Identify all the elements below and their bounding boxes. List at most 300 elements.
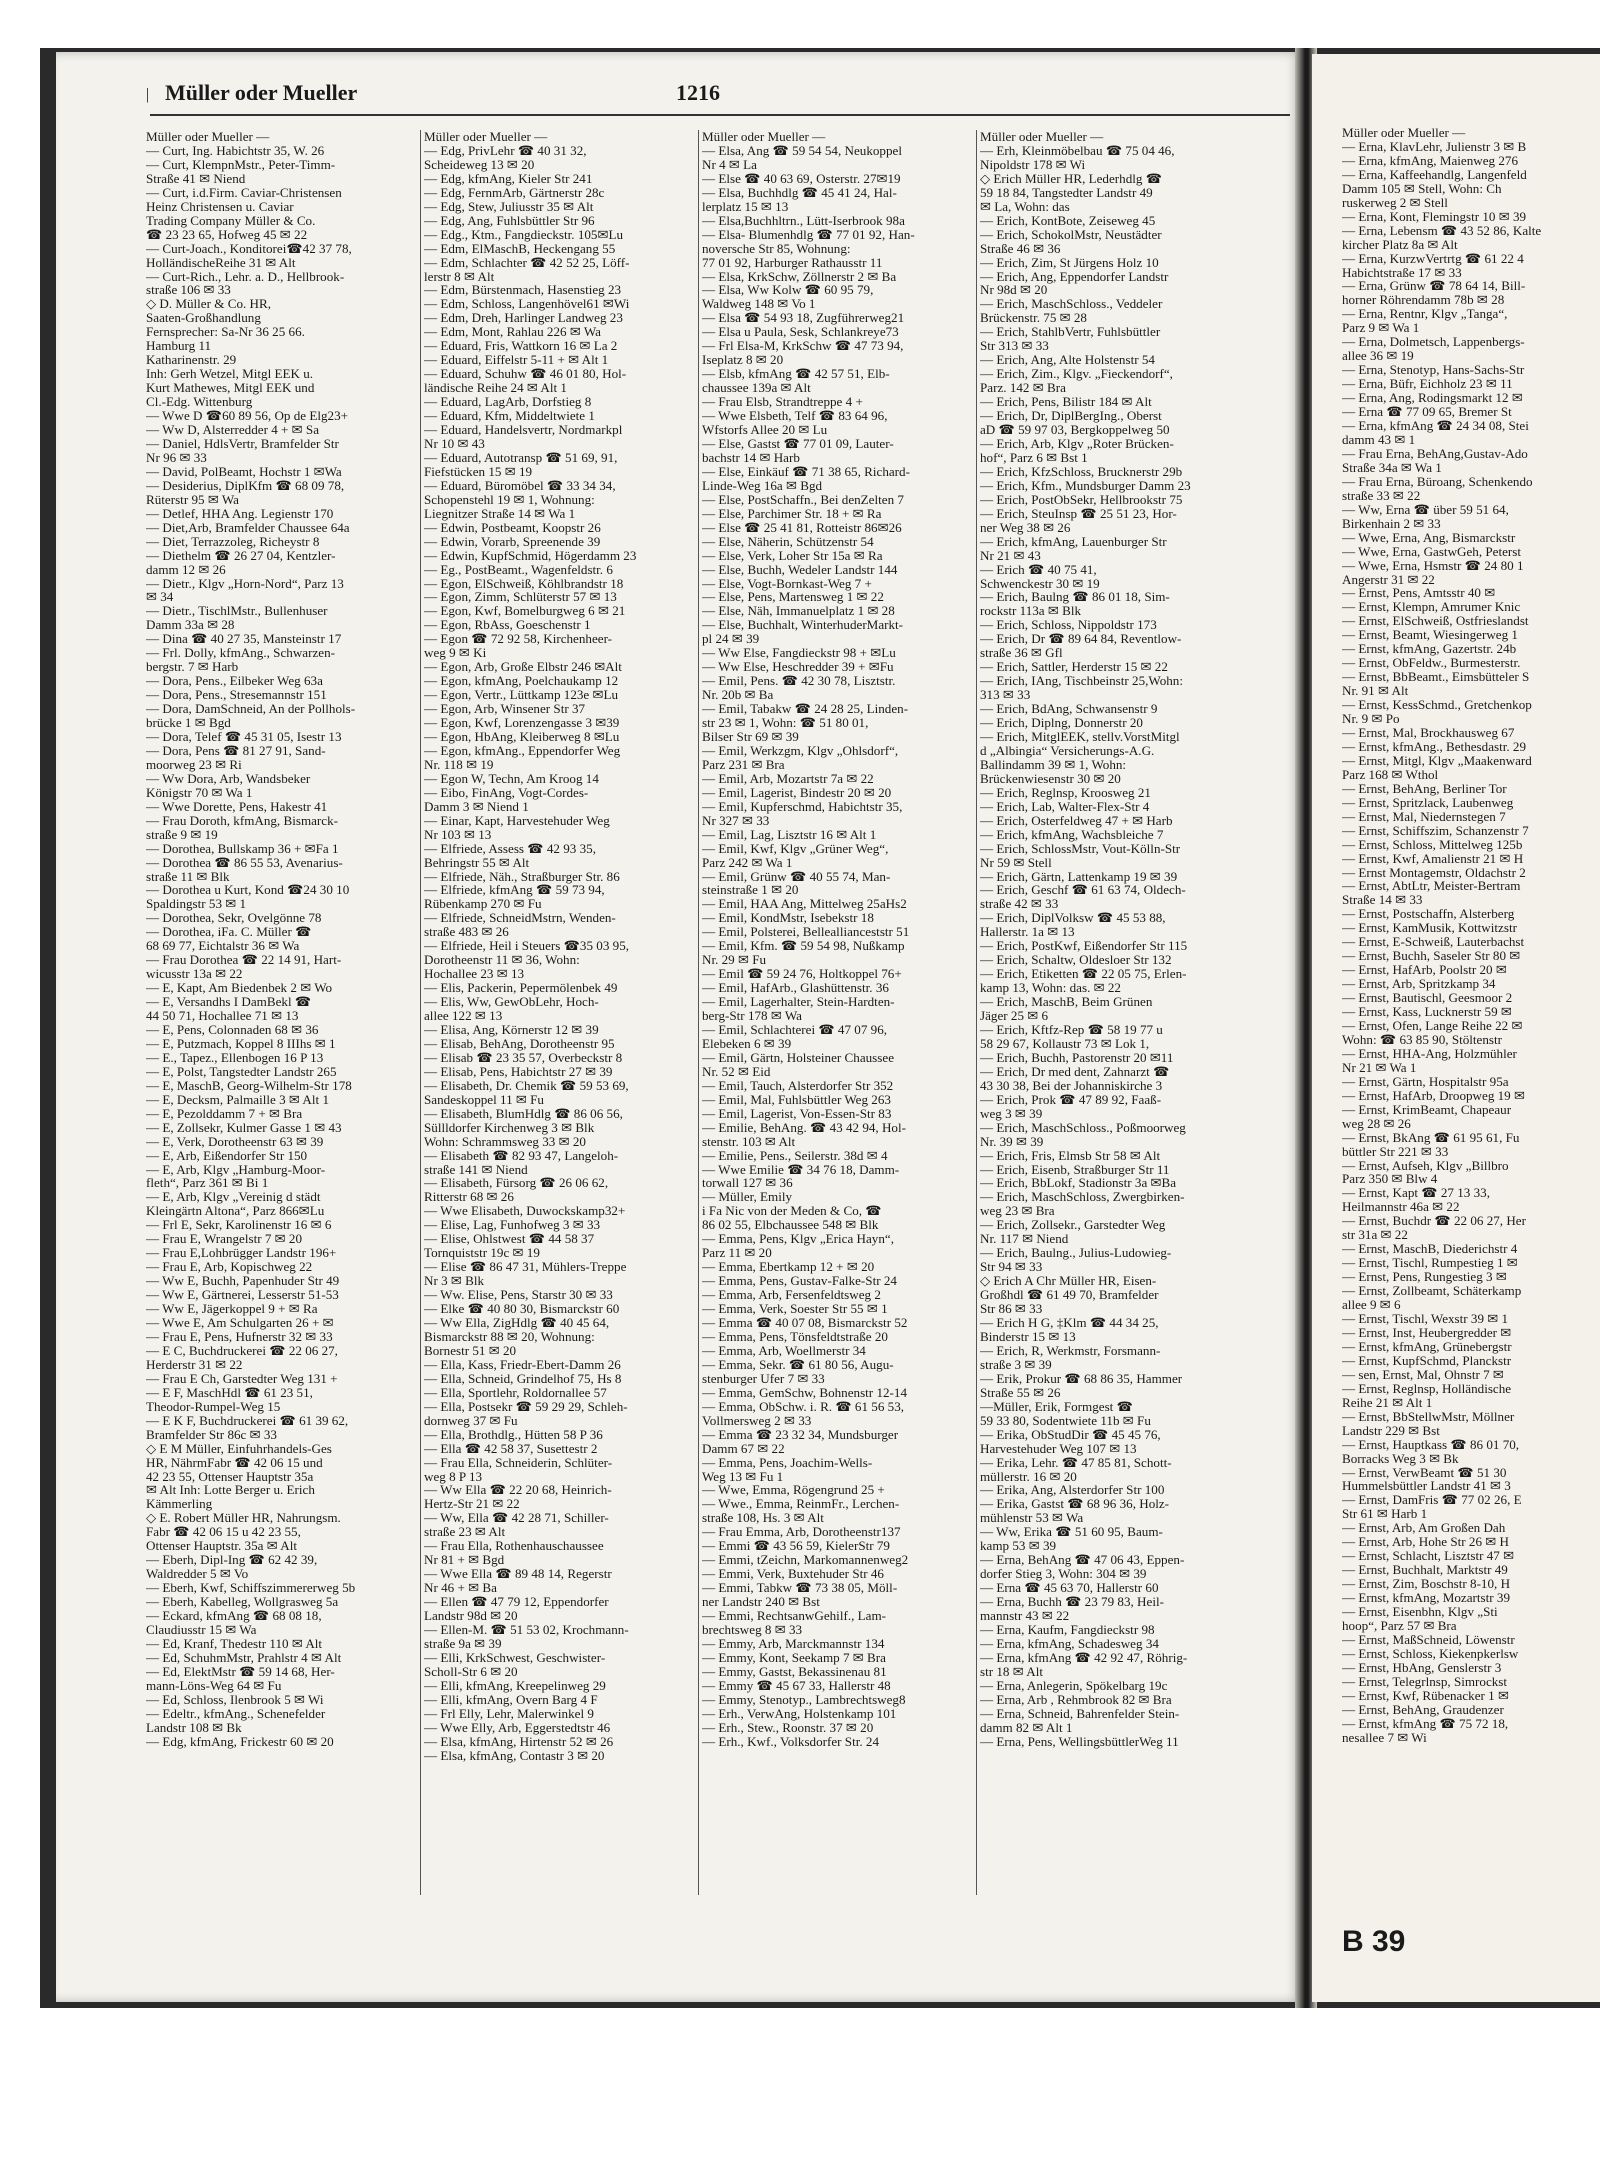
directory-entry-line: Angerstr 31 ✉ 22 (1342, 571, 1435, 587)
header-rule (150, 114, 1290, 116)
directory-entry-line: — Erich, Kftfz-Rep ☎ 58 19 77 u (980, 1022, 1163, 1037)
directory-entry-line: — Ww, Erika ☎ 51 60 95, Baum- (980, 1524, 1163, 1540)
directory-entry-line: — Edg, FernmArb, Gärtnerstr 28c (424, 184, 605, 200)
directory-entry-line: — Curt, KlempnMstr., Peter-Timm- (146, 156, 336, 172)
directory-entry-line: — Elisabeth, Fürsorg ☎ 26 06 62, (424, 1175, 609, 1191)
directory-entry-line: — Erich, Fris, Elmsb Str 58 ✉ Alt (980, 1147, 1161, 1163)
directory-entry-line: weg 3 ✉ 39 (980, 1105, 1043, 1121)
directory-entry-line: straße 483 ✉ 26 (424, 924, 509, 940)
directory-entry-line: — Emmi, tZeichn, Markomannenweg2 (702, 1552, 909, 1568)
directory-entry-line: — Erich, BbLokf, Stadionstr 3a ✉Ba (980, 1175, 1177, 1191)
directory-entry-line: — Ernst, Pens, Amtsstr 40 ✉ (1342, 585, 1496, 601)
directory-entry-line: — Frau Dorothea ☎ 22 14 91, Hart- (146, 952, 342, 968)
directory-entry-line: — Emmi, Tabkw ☎ 73 38 05, Möll- (702, 1580, 898, 1596)
directory-entry-line: ◇ Erich Müller HR, Lederhdlg ☎ (980, 170, 1163, 186)
directory-entry-line: — Emil, Kupferschmd, Habichtstr 35, (702, 798, 903, 814)
directory-entry-line: Behringstr 55 ✉ Alt (424, 854, 530, 870)
directory-entry-line: — Ed, Schloss, Ilenbrook 5 ✉ Wi (146, 1691, 324, 1707)
directory-entry-line: — Ernst, Schiffszim, Schanzenstr 7 (1342, 822, 1529, 838)
directory-entry-line: 44 50 71, Hochallee 71 ✉ 13 (146, 1008, 299, 1024)
directory-entry-line: — Erika, Ang, Alsterdorfer Str 100 (980, 1482, 1165, 1498)
directory-entry-line: — Eckard, kfmAng ☎ 68 08 18, (146, 1608, 322, 1624)
directory-entry-line: — Ed, ElektMstr ☎ 59 14 68, Her- (146, 1663, 335, 1679)
directory-entry-line: — Ernst, ElSchweiß, Ostfrieslandst (1342, 613, 1529, 629)
directory-entry-line: — Emil, Arb, Mozartstr 7a ✉ 22 (702, 770, 874, 786)
directory-entry-line: — Wwe Elsbeth, Telf ☎ 83 64 96, (702, 408, 888, 424)
directory-entry-line: Hummelsbüttler Landstr 41 ✉ 3 (1342, 1478, 1511, 1494)
directory-entry-line: wicusstr 13a ✉ 22 (146, 966, 243, 982)
directory-entry-line: Scholl-Str 6 ✉ 20 (424, 1663, 518, 1679)
directory-entry-line: — Emil, HAA Ang, Mittelweg 25aHs2 (702, 896, 907, 912)
directory-entry-line: — Ernst, DamFris ☎ 77 02 26, E (1342, 1492, 1522, 1508)
directory-entry-line: — Ernst, Beamt, Wiesingerweg 1 (1342, 627, 1518, 643)
directory-entry-line: — Ernst, BehAng, Graudenzer (1342, 1701, 1504, 1717)
directory-entry-line: — E, Arb, Klgv „Vereinig d städt (146, 1189, 321, 1205)
directory-entry-line: HolländischeReihe 31 ✉ Alt (146, 254, 296, 270)
directory-entry-line: — Wwe Elly, Arb, Eggerstedtstr 46 (424, 1719, 611, 1735)
directory-entry-line: Inh: Gerh Wetzel, Mitgl EEK u. (146, 366, 314, 382)
directory-entry-line: Fernsprecher: Sa-Nr 36 25 66. (146, 324, 305, 340)
directory-entry-line: — Erich, Etiketten ☎ 22 05 75, Erlen- (980, 966, 1187, 982)
directory-entry-line: weg 9 ✉ Ki (424, 645, 487, 661)
directory-entry-line: — Dorothea u Kurt, Kond ☎24 30 10 (146, 882, 350, 898)
directory-entry-line: — Erna, kfmAng ☎ 42 92 47, Röhrig- (980, 1649, 1188, 1665)
directory-entry-line: Schwenckestr 30 ✉ 19 (980, 575, 1100, 591)
directory-entry-line: — E, Pens, Colonnaden 68 ✉ 36 (146, 1022, 319, 1037)
directory-entry-line: dornweg 37 ✉ Fu (424, 1412, 518, 1428)
directory-entry-line: 59 18 84, Tangstedter Landstr 49 (980, 184, 1153, 200)
directory-entry-line: — Elise, Lag, Funhofweg 3 ✉ 33 (424, 1217, 601, 1233)
directory-entry-line: Heinz Christensen u. Caviar (146, 198, 294, 214)
directory-entry-line: — Ww Else, Heschredder 39 + ✉Fu (702, 659, 894, 675)
directory-entry-line: — Ernst, Zim, Boschstr 8-10, H (1342, 1576, 1511, 1592)
directory-entry-line: — Ernst, KessSchmd., Gretchenkop (1342, 697, 1532, 713)
directory-entry-line: müllerstr. 16 ✉ 20 (980, 1468, 1077, 1484)
directory-entry-line: — Frau Erna, Büroang, Schenkendo (1342, 473, 1533, 489)
directory-entry-line: kircher Platz 8a ✉ Alt (1342, 236, 1458, 252)
directory-entry-line: — Else, Einkäuf ☎ 71 38 65, Richard- (702, 463, 910, 479)
directory-entry-line: Scheideweg 13 ✉ 20 (424, 156, 535, 172)
directory-entry-line: — Erich, Arb, Klgv „Roter Brücken- (980, 435, 1174, 451)
directory-entry-line: — Erich, SteuInsp ☎ 25 51 23, Hor- (980, 505, 1177, 521)
directory-entry-line: — Ernst, Zollbeamt, Schäterkamp (1342, 1283, 1522, 1299)
running-header-name: Müller oder Mueller (165, 80, 358, 105)
directory-entry-line: — Frau Ella, Schneiderin, Schlüter- (424, 1454, 613, 1470)
directory-entry-line: — Ernst, Reglnsp, Holländische (1342, 1380, 1512, 1396)
directory-entry-line: — Ernst, Schloss, Mittelweg 125b (1342, 836, 1523, 852)
directory-entry-line: — Ernst, Inst, Heubergredder ✉ (1342, 1324, 1512, 1340)
directory-entry-line: — Ernst, BbStellwMstr, Möllner (1342, 1408, 1515, 1424)
directory-entry-line: — Ernst, BkAng ☎ 61 95 61, Fu (1342, 1129, 1520, 1145)
directory-entry-line: Nr 327 ✉ 33 (702, 812, 770, 828)
directory-entry-line: — Erich, Baulng ☎ 86 01 18, Sim- (980, 589, 1170, 605)
directory-entry-line: — Elise ☎ 86 47 31, Mühlers-Treppe (424, 1259, 627, 1275)
directory-entry-line: Ballindamm 39 ✉ 1, Wohn: (980, 756, 1127, 772)
directory-entry-line: — Frl Elly, Lehr, Malerwinkel 9 (424, 1705, 594, 1721)
directory-entry-line: Fiefstücken 15 ✉ 19 (424, 463, 533, 479)
directory-entry-line: — Elsa u Paula, Sesk, Schlankreye73 (702, 324, 899, 340)
directory-entry-line: — David, PolBeamt, Hochstr 1 ✉Wa (146, 463, 342, 479)
directory-entry-line: — Dora, Pens., Stresemannstr 151 (146, 687, 327, 703)
directory-entry-line: — Erich, Zollsekr., Garstedter Weg (980, 1217, 1166, 1233)
directory-entry-line: Nr 96 ✉ 33 (146, 449, 207, 465)
directory-entry-line: — Edg, kfmAng, Kieler Str 241 (424, 170, 593, 186)
directory-entry-line: hof“, Parz 6 ✉ Bst 1 (980, 449, 1088, 465)
directory-entry-line: stenburger Ufer 7 ✉ 33 (702, 1370, 825, 1386)
directory-entry-line: — Ernst, HbAng, Genslerstr 3 (1342, 1659, 1502, 1675)
directory-entry-line: — Ernst, BehAng, Berliner Tor (1342, 780, 1507, 796)
directory-entry-line: — Erna, Kaffeehandlg, Langenfeld (1342, 166, 1527, 182)
column-divider (976, 130, 977, 1895)
directory-entry-line: — Erh., Kwf., Volksdorfer Str. 24 (702, 1733, 880, 1749)
directory-entry-line: — Erich, Gärtn, Lattenkamp 19 ✉ 39 (980, 868, 1178, 884)
directory-entry-line: lerplatz 15 ✉ 13 (702, 198, 789, 214)
directory-entry-line: — Emil, KondMstr, Isebekstr 18 (702, 910, 874, 926)
directory-entry-line: Nr 81 + ✉ Bgd (424, 1552, 505, 1568)
directory-entry-line: — Ernst, Tischl, Wexstr 39 ✉ 1 (1342, 1311, 1509, 1327)
directory-entry-line: Trading Company Müller & Co. (146, 212, 316, 228)
directory-entry-line: Straße 14 ✉ 33 (1342, 892, 1423, 908)
directory-entry-line: — Elsa, KrkSchw, Zöllnerstr 2 ✉ Ba (702, 268, 897, 284)
directory-entry-line: — Dina ☎ 40 27 35, Mansteinstr 17 (146, 631, 342, 647)
directory-entry-line: — Edm, Dreh, Harlinger Landweg 23 (424, 310, 623, 326)
directory-entry-line: — Detlef, HHA Ang. Legienstr 170 (146, 505, 334, 521)
directory-entry-line: moorweg 23 ✉ Ri (146, 756, 242, 772)
directory-entry-line: allee 9 ✉ 6 (1342, 1297, 1401, 1313)
directory-entry-line: — Erna, Schneid, Bahrenfelder Stein- (980, 1705, 1180, 1721)
directory-entry-line: — Dietr., TischlMstr., Bullenhuser (146, 603, 328, 619)
directory-entry-line: — Eduard, Eiffelstr 5-11 + ✉ Alt 1 (424, 352, 609, 368)
directory-entry-line: — Egon, kfmAng, Poelchaukamp 12 (424, 673, 619, 689)
directory-entry-line: — Else, Näherin, Schützenstr 54 (702, 533, 874, 549)
directory-entry-line: Nr. 117 ✉ Niend (980, 1231, 1069, 1247)
directory-entry-line: — E, Polst, Tangstedter Landstr 265 (146, 1063, 337, 1079)
directory-entry-line: — Erich, PostKwf, Eißendorfer Str 115 (980, 938, 1188, 954)
directory-entry-line: — Dora, Pens ☎ 81 27 91, Sand- (146, 742, 326, 758)
directory-entry-line: — Frau E, Pens, Hufnerstr 32 ✉ 33 (146, 1328, 333, 1344)
directory-entry-line: — Egon, kfmAng., Eppendorfer Weg (424, 742, 621, 758)
directory-entry-line: — Edm, Schlachter ☎ 42 52 25, Löff- (424, 254, 630, 270)
directory-entry-line: Sandeskoppel 11 ✉ Fu (424, 1091, 544, 1107)
directory-entry-line: — Edwin, Vorarb, Spreenende 39 (424, 533, 601, 549)
directory-entry-line: ◇ D. Müller & Co. HR, (146, 296, 272, 312)
directory-entry-line: Damm 3 ✉ Niend 1 (424, 798, 529, 814)
directory-entry-line: Linde-Weg 16a ✉ Bgd (702, 477, 823, 493)
directory-entry-line: — Emma, Arb, Fersenfeldtsweg 2 (702, 1287, 881, 1303)
directory-entry-line: — E, Arb, Klgv „Hamburg-Moor- (146, 1161, 326, 1177)
directory-entry-line: Parz. 142 ✉ Bra (980, 380, 1066, 396)
directory-entry-line: Großhdl ☎ 61 49 70, Bramfelder (980, 1287, 1159, 1303)
directory-entry-line: 59 33 80, Sodentwiete 11b ✉ Fu (980, 1412, 1151, 1428)
directory-entry-line: — Ww E, Gärtnerei, Lesserstr 51-53 (146, 1287, 339, 1303)
directory-entry-line: Tornquiststr 19c ✉ 19 (424, 1245, 540, 1261)
directory-entry-line: Kämmerling (146, 1496, 213, 1512)
directory-entry-line: rockstr 113a ✉ Blk (980, 603, 1082, 619)
directory-entry-line: — Wwe, Emma, Rögengrund 25 + (702, 1482, 885, 1498)
directory-entry-line: — Eibo, FinAng, Vogt-Cordes- (424, 784, 589, 800)
directory-entry-line: Hamburg 11 (146, 338, 212, 354)
directory-entry-line: — Egon, Arb, Winsener Str 37 (424, 701, 586, 717)
directory-entry-line: —Müller, Erik, Formgest ☎ (980, 1398, 1133, 1414)
directory-entry-line: — E K F, Buchdruckerei ☎ 61 39 62, (146, 1412, 349, 1428)
directory-entry-line: — Erna ☎ 77 09 65, Bremer St (1342, 404, 1512, 420)
directory-entry-line: — Dorothea ☎ 86 55 53, Avenarius- (146, 854, 343, 870)
directory-entry-line: horner Röhrendamm 78b ✉ 28 (1342, 292, 1505, 308)
directory-entry-line: — E, Putzmach, Koppel 8 IIIhs ✉ 1 (146, 1035, 336, 1051)
directory-entry-line: — Wwe., Emma, ReinmFr., Lerchen- (702, 1496, 900, 1512)
directory-entry-line: — Ernst, Kwf, Amalienstr 21 ✉ H (1342, 850, 1524, 866)
directory-entry-line: Nr 103 ✉ 13 (424, 826, 492, 842)
directory-entry-line: allee 36 ✉ 19 (1342, 348, 1414, 364)
directory-entry-line: — E, Pezolddamm 7 + ✉ Bra (146, 1105, 303, 1121)
directory-entry-line: — E, Decksm, Palmaille 3 ✉ Alt 1 (146, 1091, 329, 1107)
directory-entry-line: Parz 168 ✉ Wthol (1342, 766, 1439, 782)
directory-entry-line: damm 43 ✉ 1 (1342, 431, 1416, 447)
directory-entry-line: — Erich, IAng, Tischbeinstr 25,Wohn: (980, 673, 1183, 689)
directory-entry-line: — Eduard, Fris, Wattkorn 16 ✉ La 2 (424, 338, 618, 354)
directory-entry-line: — Elisa, Ang, Körnerstr 12 ✉ 39 (424, 1022, 599, 1037)
directory-entry-line: straße 23 ✉ Alt (424, 1524, 506, 1540)
directory-entry-line: kamp 13, Wohn: das. ✉ 22 (980, 980, 1121, 996)
directory-entry-line: — Erich, StahlbVertr, Fuhlsbüttler (980, 324, 1161, 340)
directory-entry-line: — Edwin, Postbeamt, Koopstr 26 (424, 519, 601, 535)
directory-entry-line: — Emilie, BehAng. ☎ 43 42 94, Hol- (702, 1119, 906, 1135)
directory-entry-line: Ottenser Hauptstr. 35a ✉ Alt (146, 1538, 297, 1554)
directory-entry-line: — Elisabeth, Dr. Chemik ☎ 59 53 69, (424, 1077, 629, 1093)
directory-entry-line: Rüterstr 95 ✉ Wa (146, 491, 239, 507)
directory-entry-line: Parz 11 ✉ 20 (702, 1245, 772, 1261)
directory-entry-line: — Ernst, KamMusik, Kottwitzstr (1342, 920, 1517, 936)
directory-entry-line: — Edg, PrivLehr ☎ 40 31 32, (424, 142, 587, 158)
directory-entry-line: Nr 59 ✉ Stell (980, 854, 1052, 870)
directory-entry-line: straße 42 ✉ 33 (980, 896, 1059, 912)
directory-entry-line: Hochallee 23 ✉ 13 (424, 966, 525, 982)
directory-entry-line: — Elsa ☎ 54 93 18, Zugführerweg21 (702, 310, 905, 326)
directory-entry-line: — Emil, Lag, Lisztstr 16 ✉ Alt 1 (702, 826, 877, 842)
directory-entry-line: Str 94 ✉ 33 (980, 1259, 1043, 1275)
directory-entry-line: — Ernst, BbBeamt., Eimsbütteler S (1342, 669, 1530, 685)
directory-entry-line: — Erna, Ang, Rodingsmarkt 12 ✉ (1342, 390, 1523, 406)
directory-entry-line: — E, Versandhs I DamBekl ☎ (146, 994, 312, 1010)
directory-entry-line: — Erna, Grünw ☎ 78 64 14, Bill- (1342, 278, 1526, 294)
directory-entry-line: damm 12 ✉ 26 (146, 561, 226, 577)
directory-entry-line: — Erich, Kfm., Mundsburger Damm 23 (980, 477, 1191, 493)
directory-entry-line: — Edg, kfmAng, Frickestr 60 ✉ 20 (146, 1733, 334, 1749)
directory-entry-line: — Erich, Dr, DiplBergIng., Oberst (980, 408, 1162, 424)
directory-entry-line: dorfer Stieg 3, Wohn: 304 ✉ 39 (980, 1566, 1147, 1582)
directory-entry-line: Weg 13 ✉ Fu 1 (702, 1468, 784, 1484)
directory-entry-line: nesallee 7 ✉ Wi (1342, 1729, 1427, 1745)
directory-entry-line: — Eg., PostBeamt., Wagenfeldstr. 6 (424, 561, 613, 577)
directory-entry-line: Nr 46 + ✉ Ba (424, 1580, 497, 1596)
directory-entry-line: — Ernst, HHA-Ang, Holzmühler (1342, 1045, 1517, 1061)
directory-entry-line: 313 ✉ 33 (980, 687, 1031, 703)
directory-entry-line: — Ernst, MaßSchneid, Löwenstr (1342, 1631, 1515, 1647)
directory-entry-line: — Erich, MaschB, Beim Grünen (980, 994, 1153, 1010)
directory-entry-line: — Emil ☎ 59 24 76, Holtkoppel 76+ (702, 966, 902, 982)
directory-entry-line: Harvestehuder Weg 107 ✉ 13 (980, 1440, 1137, 1456)
directory-entry-line: — Frau Doroth, kfmAng, Bismarck- (146, 812, 339, 828)
directory-entry-line: ◇ E. Robert Müller HR, Nahrungsm. (146, 1510, 341, 1526)
directory-entry-line: — Else, Parchimer Str. 18 + ✉ Ra (702, 505, 882, 521)
directory-entry-line: — Ernst, Mal, Niedernstegen 7 (1342, 808, 1506, 824)
directory-entry-line: — Erna, Buchh ☎ 23 79 83, Heil- (980, 1594, 1164, 1610)
directory-entry-line: — Edeltr., kfmAng., Schenefelder (146, 1705, 326, 1721)
directory-entry-line: straße 33 ✉ 22 (1342, 487, 1421, 503)
directory-entry-line: straße 3 ✉ 39 (980, 1356, 1052, 1372)
directory-entry-line: — Emmi, RechtsanwGehilf., Lam- (702, 1608, 886, 1624)
directory-entry-line: — Erich, Ang, Alte Holstenstr 54 (980, 352, 1155, 368)
directory-entry-line: — Edm, Schloss, Langenhövel61 ✉Wi (424, 296, 630, 312)
directory-entry-line: — Emil, Schlachterei ☎ 47 07 96, (702, 1022, 888, 1037)
directory-entry-line: ländische Reihe 24 ✉ Alt 1 (424, 380, 567, 396)
directory-entry-line: Fabr ☎ 42 06 15 u 42 23 55, (146, 1524, 301, 1540)
directory-entry-line: — Emil, Werkzgm, Klgv „Ohlsdorf“, (702, 742, 899, 758)
directory-entry-line: — Erich, Schloss, Nippoldstr 173 (980, 617, 1157, 633)
directory-entry-line: 43 30 38, Bei der Johanniskirche 3 (980, 1077, 1163, 1093)
directory-entry-line: — Erich, KontBote, Zeiseweg 45 (980, 212, 1156, 228)
directory-entry-line: straße 11 ✉ Blk (146, 868, 230, 884)
directory-entry-line: berg-Str 178 ✉ Wa (702, 1008, 802, 1024)
directory-entry-line: weg 28 ✉ 26 (1342, 1115, 1411, 1131)
directory-entry-line: — Emma, Pens, Klgv „Erica Hayn“, (702, 1231, 894, 1247)
directory-entry-line: — Emil, Lagerist, Von-Essen-Str 83 (702, 1105, 892, 1121)
directory-entry-line: — Erich, Eisenb, Straßburger Str 11 (980, 1161, 1170, 1177)
directory-entry-line: — Erich, Ang, Eppendorfer Landstr (980, 268, 1169, 284)
directory-entry-line: — E., Tapez., Ellenbogen 16 P 13 (146, 1049, 324, 1065)
directory-entry-line: — Egon, Arb, Große Elbstr 246 ✉Alt (424, 659, 622, 675)
directory-entry-line: — Ww Ella, ZigHdlg ☎ 40 45 64, (424, 1315, 610, 1331)
directory-entry-line: — Wwe D ☎60 89 56, Op de Elg23+ (146, 408, 349, 424)
directory-entry-line: — Emmy, Kont, Seekamp 7 ✉ Bra (702, 1649, 886, 1665)
directory-entry-line: — Emma, Sekr. ☎ 61 80 56, Augu- (702, 1356, 894, 1372)
directory-entry-line: — Erh., Stew., Roonstr. 37 ✉ 20 (702, 1719, 874, 1735)
directory-entry-line: — Dietr., Klgv „Horn-Nord“, Parz 13 (146, 575, 344, 591)
directory-entry-line: — Emil, Kfm. ☎ 59 54 98, Nußkamp (702, 938, 905, 954)
directory-entry-line: — Eduard, Büromöbel ☎ 33 34 34, (424, 477, 616, 493)
directory-entry-line: — Emmy, Gastst, Bekassinenau 81 (702, 1663, 887, 1679)
directory-entry-line: Elebeken 6 ✉ 39 (702, 1035, 792, 1051)
directory-entry-line: — Ww D, Alsterredder 4 + ✉ Sa (146, 422, 320, 438)
directory-entry-line: — Ella, Sportlehr, Roldornallee 57 (424, 1384, 607, 1400)
directory-entry-line: — Ernst, Spritzlack, Laubenweg (1342, 794, 1514, 810)
directory-entry-line: Dorotheenstr 11 ✉ 36, Wohn: (424, 952, 580, 968)
directory-entry-line: — Ernst, Pens, Rungestieg 3 ✉ (1342, 1269, 1507, 1285)
directory-entry-line: — Frl E, Sekr, Karolinenstr 16 ✉ 6 (146, 1217, 332, 1233)
directory-entry-line: Habichtstraße 17 ✉ 33 (1342, 264, 1462, 280)
directory-entry-line: — Ernst, Buchh, Saseler Str 80 ✉ (1342, 948, 1521, 964)
directory-entry-line: — Emil, Tauch, Alsterdorfer Str 352 (702, 1077, 894, 1093)
directory-entry-line: — Elise, Ohlstwest ☎ 44 58 37 (424, 1231, 595, 1247)
directory-entry-line: — Ernst, kfmAng, Gazertstr. 24b (1342, 641, 1517, 657)
directory-entry-line: — Ellen ☎ 47 79 12, Eppendorfer (424, 1594, 609, 1610)
directory-entry-line: — Daniel, HdlsVertr, Bramfelder Str (146, 435, 339, 451)
directory-entry-line: — Else, Gastst ☎ 77 01 09, Lauter- (702, 435, 894, 451)
directory-entry-line: — Wwe Emilie ☎ 34 76 18, Damm- (702, 1161, 900, 1177)
directory-entry-line: — Ernst, Tischl, Rumpestieg 1 ✉ (1342, 1255, 1518, 1271)
directory-entry-line: — E, Kapt, Am Biedenbek 2 ✉ Wo (146, 980, 333, 996)
directory-entry-line: — Erich, Dr med dent, Zahnarzt ☎ (980, 1063, 1170, 1079)
column-divider (420, 130, 421, 1895)
directory-entry-line: straße 36 ✉ Gfl (980, 645, 1063, 661)
directory-entry-line: straße 9 ✉ 19 (146, 826, 218, 842)
directory-entry-line: — Edg, Stew, Juliusstr 35 ✉ Alt (424, 198, 594, 214)
directory-entry-line: — Erna, Pens, WellingsbüttlerWeg 11 (980, 1733, 1179, 1749)
directory-entry-line: — Frau Emma, Arb, Dorotheenstr137 (702, 1524, 901, 1540)
directory-entry-line: Parz 9 ✉ Wa 1 (1342, 320, 1420, 336)
signature-mark: B 39 (1342, 1925, 1406, 1958)
directory-entry-line: — Ernst, Bautischl, Geesmoor 2 (1342, 990, 1513, 1006)
directory-entry-line: — Emil, Lagerhalter, Stein-Hardten- (702, 994, 895, 1010)
directory-entry-line: Nr 10 ✉ 43 (424, 435, 485, 451)
directory-entry-line: Nr 98d ✉ 20 (980, 282, 1048, 298)
directory-entry-line: Binderstr 15 ✉ 13 (980, 1328, 1076, 1344)
directory-entry-line: — Emilie, Pens., Seilerstr. 38d ✉ 4 (702, 1147, 888, 1163)
directory-entry-line: — Else, PostSchaffn., Bei denZelten 7 (702, 491, 904, 507)
directory-entry-line: — Emil, Grünw ☎ 40 55 74, Man- (702, 868, 891, 884)
directory-entry-line: — Edg, Ang, Fuhlsbüttler Str 96 (424, 212, 595, 228)
directory-entry-line: — Emmi, Verk, Buxtehuder Str 46 (702, 1566, 884, 1582)
directory-entry-line: — Emil, Pens. ☎ 42 30 78, Lisztstr. (702, 673, 896, 689)
directory-entry-line: Brückenstr. 75 ✉ 28 (980, 310, 1087, 326)
directory-entry-line: — Erna, KlavLehr, Julienstr 3 ✉ B (1342, 138, 1527, 154)
directory-entry-line: ner Weg 38 ✉ 26 (980, 519, 1071, 535)
directory-entry-line: — Elsa, Ww Kolw ☎ 60 95 79, (702, 282, 874, 298)
directory-entry-line: Hallerstr. 1a ✉ 13 (980, 924, 1075, 940)
directory-entry-line: hoop“, Parz 57 ✉ Bra (1342, 1617, 1457, 1633)
directory-entry-line: pl 24 ✉ 39 (702, 631, 760, 647)
directory-entry-line: ◇ E M Müller, Einfuhrhandels-Ges (146, 1440, 332, 1456)
directory-entry-line: — Elli, kfmAng, Kreepelinweg 29 (424, 1677, 606, 1693)
directory-entry-line: — Elsa, Ang ☎ 59 54 54, Neukoppel (702, 142, 902, 158)
directory-entry-line: — Erna, Kont, Flemingstr 10 ✉ 39 (1342, 208, 1527, 224)
directory-entry-line: Bornestr 51 ✉ 20 (424, 1342, 517, 1358)
directory-entry-line: — Dorothea, Sekr, Ovelgönne 78 (146, 910, 322, 926)
directory-entry-line: — Elsa, Buchhdlg ☎ 45 41 24, Hal- (702, 184, 897, 200)
directory-entry-line: — Ernst, Kwf, Rübenacker 1 ✉ (1342, 1687, 1509, 1703)
directory-entry-line: — Elisab, BehAng, Dorotheenstr 95 (424, 1035, 615, 1051)
directory-entry-line: damm 82 ✉ Alt 1 (980, 1719, 1073, 1735)
directory-entry-line: Borracks Weg 3 ✉ Bk (1342, 1450, 1459, 1466)
directory-entry-line: Parz 350 ✉ Blw 4 (1342, 1171, 1438, 1187)
directory-entry-line: — Erich, Zim., Klgv. „Fieckendorf“, (980, 366, 1173, 382)
directory-entry-line: Str 313 ✉ 33 (980, 338, 1049, 354)
directory-entry-line: Str 86 ✉ 33 (980, 1301, 1043, 1317)
directory-entry-line: — Else ☎ 25 41 81, Rotteistr 86✉26 (702, 519, 902, 535)
directory-entry-line: Straße 34a ✉ Wa 1 (1342, 459, 1442, 475)
directory-entry-line: — Frl Elsa-M, KrkSchw ☎ 47 73 94, (702, 338, 904, 354)
directory-entry-line: — Egon, HbAng, Kleiberweg 8 ✉Lu (424, 728, 620, 744)
directory-entry-line: Claudiusstr 15 ✉ Wa (146, 1621, 257, 1637)
directory-entry-line: — Elsa, kfmAng, Hirtenstr 52 ✉ 26 (424, 1733, 614, 1749)
directory-entry-line: Birkenhain 2 ✉ 33 (1342, 515, 1441, 531)
directory-entry-line: — Wwe Ella ☎ 89 48 14, Regerstr (424, 1566, 612, 1582)
directory-entry-line: Nr. 9 ✉ Po (1342, 711, 1400, 727)
directory-entry-line: — Erich, Prok ☎ 47 89 92, Faaß- (980, 1091, 1162, 1107)
directory-entry-line: chaussee 139a ✉ Alt (702, 380, 811, 396)
directory-entry-line: — Erna ☎ 45 63 70, Hallerstr 60 (980, 1580, 1159, 1596)
directory-entry-line: — Erh, Kleinmöbelbau ☎ 75 04 46, (980, 142, 1175, 158)
directory-entry-line: — Ella, Brothdlg., Hütten 58 P 36 (424, 1426, 603, 1442)
directory-entry-line: Nr 21 ✉ Wa 1 (1342, 1059, 1417, 1075)
directory-entry-line: — Emil, Polsterei, Belleallianceststr 51 (702, 924, 910, 940)
directory-entry-line: — Emil, Lagerist, Bindestr 20 ✉ 20 (702, 784, 892, 800)
directory-entry-line: — Ernst, kfmAng., Bethesdastr. 29 (1342, 738, 1527, 754)
directory-entry-line: — Eberh, Dipl-Ing ☎ 62 42 39, (146, 1552, 318, 1568)
directory-entry-line: Landstr 98d ✉ 20 (424, 1608, 518, 1624)
directory-entry-line: — Erich, BdAng, Schwansenstr 9 (980, 701, 1158, 717)
directory-entry-line: — Eduard, Kfm, Middeltwiete 1 (424, 408, 595, 424)
